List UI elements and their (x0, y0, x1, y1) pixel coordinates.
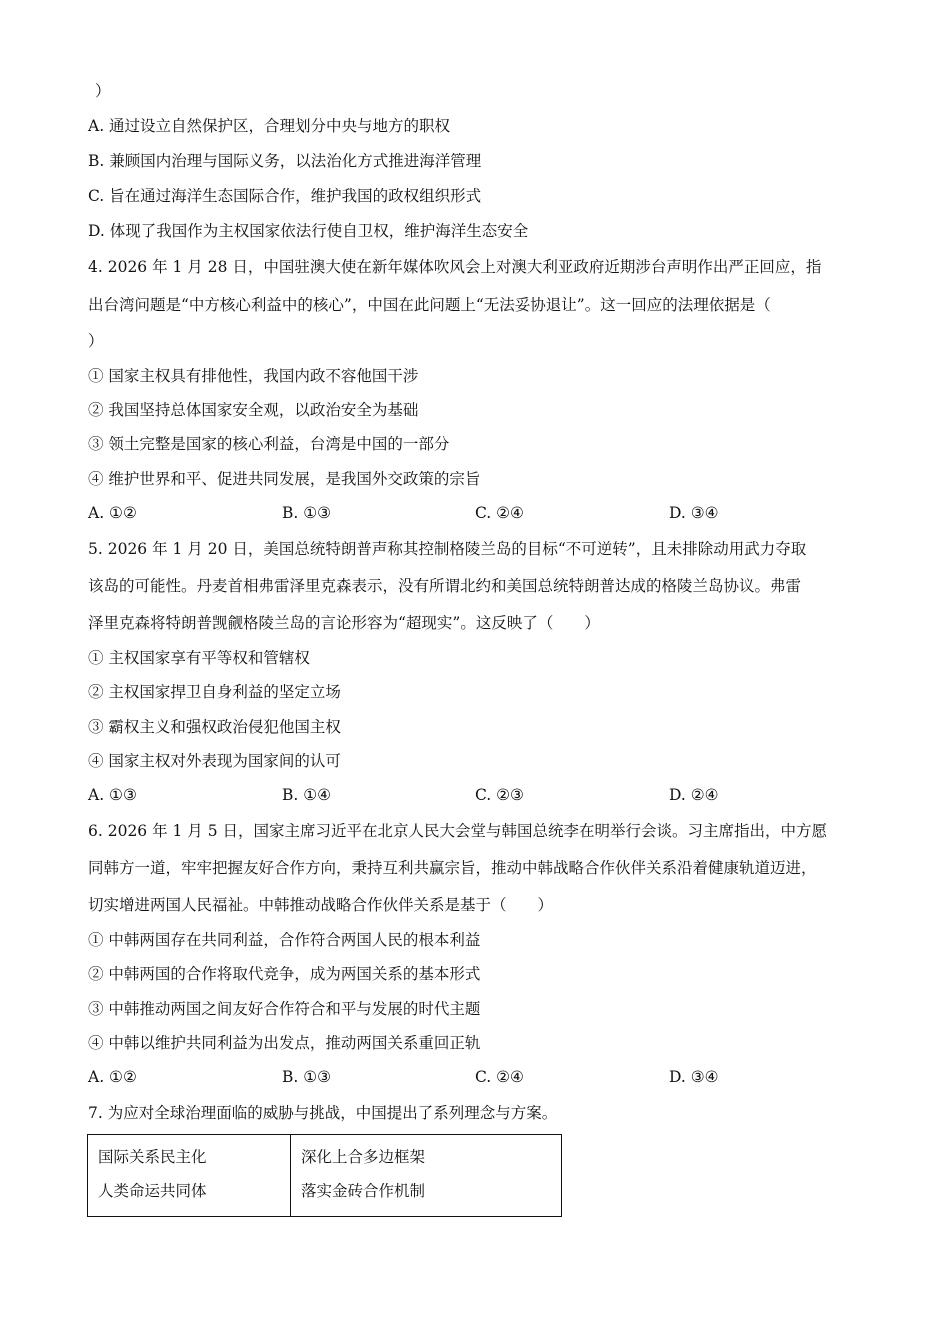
q5-choice-c: C. ②③ (475, 786, 524, 804)
q7-table-left-item: 国际关系民主化 (98, 1148, 207, 1166)
q4-statement-4: ④ 维护世界和平、促进共同发展，是我国外交政策的宗旨 (88, 470, 481, 488)
q6-stem-line: 切实增进两国人民福祉。中韩推动战略合作伙伴关系是基于（ ） (88, 896, 554, 914)
q7-table (87, 1134, 562, 1217)
q3-option-a: A. 通过设立自然保护区，合理划分中央与地方的职权 (88, 117, 451, 135)
q4-statement-1: ① 国家主权具有排他性，我国内政不容他国干涉 (88, 367, 419, 385)
q5-stem-line: 5. 2026 年 1 月 20 日，美国总统特朗普声称其控制格陵兰岛的目标“不可逆转”，且未排除动用武力夺取 (88, 540, 807, 558)
q5-choice-b: B. ①④ (282, 786, 332, 804)
q4-stem-line: 4. 2026 年 1 月 28 日，中国驻澳大使在新年媒体吹风会上对澳大利亚政府近期涉台声明作出严正回应，指 (88, 258, 822, 276)
q4-stem-line: ） (88, 332, 104, 350)
q7-table-right-item: 深化上合多边框架 (301, 1148, 426, 1166)
q6-stem-line: 同韩方一道，牢牢把握友好合作方向，秉持互利共赢宗旨，推动中韩战略合作伙伴关系沿着健康轨道迈进， (88, 859, 817, 877)
q6-choice-d: D. ③④ (669, 1068, 719, 1086)
q4-choices (88, 503, 888, 523)
q5-choice-a: A. ①③ (88, 786, 137, 804)
q5-choice-d: D. ②④ (669, 786, 719, 804)
q5-stem-line: 泽里克森将特朗普觊觎格陵兰岛的言论形容为“超现实”。这反映了（ ） (88, 614, 600, 632)
q6-statement-4: ④ 中韩以维护共同利益为出发点，推动两国关系重回正轨 (88, 1034, 481, 1052)
q5-choices (88, 785, 888, 805)
q6-choices (88, 1067, 888, 1087)
q5-statement-3: ③ 霸权主义和强权政治侵犯他国主权 (88, 718, 341, 736)
q4-choice-a: A. ①② (88, 504, 137, 522)
q6-choice-c: C. ②④ (475, 1068, 524, 1086)
q4-choice-b: B. ①③ (282, 504, 332, 522)
q7-table-left-item: 人类命运共同体 (98, 1182, 207, 1200)
q6-choice-b: B. ①③ (282, 1068, 332, 1086)
q5-statement-4: ④ 国家主权对外表现为国家间的认可 (88, 752, 341, 770)
q3-option-b: B. 兼顾国内治理与国际义务，以法治化方式推进海洋管理 (88, 152, 482, 170)
q3-option-d: D. 体现了我国作为主权国家依法行使自卫权，维护海洋生态安全 (88, 222, 529, 240)
q7-stem: 7. 为应对全球治理面临的威胁与挑战，中国提出了系列理念与方案。 (88, 1104, 558, 1122)
q4-statement-2: ② 我国坚持总体国家安全观，以政治安全为基础 (88, 401, 419, 419)
q7-table-right-cell (291, 1135, 561, 1216)
q4-stem-line: 出台湾问题是“中方核心利益中的核心”，中国在此问题上“无法妥协退让”。这一回应的法理依据是（ (88, 296, 771, 314)
q6-stem-line: 6. 2026 年 1 月 5 日，国家主席习近平在北京人民大会堂与韩国总统李在明举行会谈。习主席指出，中方愿 (88, 822, 828, 840)
q4-statement-3: ③ 领土完整是国家的核心利益，台湾是中国的一部分 (88, 435, 450, 453)
q7-table-left-cell (88, 1135, 291, 1216)
q4-choice-d: D. ③④ (669, 504, 719, 522)
q5-stem-line: 该岛的可能性。丹麦首相弗雷泽里克森表示，没有所谓北约和美国总统特朗普达成的格陵兰岛协议。弗雷 (88, 577, 802, 595)
q4-choice-c: C. ②④ (475, 504, 524, 522)
q5-statement-2: ② 主权国家捍卫自身利益的坚定立场 (88, 683, 341, 701)
q6-statement-1: ① 中韩两国存在共同利益，合作符合两国人民的根本利益 (88, 931, 481, 949)
q6-statement-2: ② 中韩两国的合作将取代竞争，成为两国关系的基本形式 (88, 965, 481, 983)
q5-statement-1: ① 主权国家享有平等权和管辖权 (88, 649, 310, 667)
q6-choice-a: A. ①② (88, 1068, 137, 1086)
q7-table-right-item: 落实金砖合作机制 (301, 1182, 426, 1200)
q3-paren-close: ） (95, 82, 111, 100)
q6-statement-3: ③ 中韩推动两国之间友好合作符合和平与发展的时代主题 (88, 1000, 481, 1018)
q3-option-c: C. 旨在通过海洋生态国际合作，维护我国的政权组织形式 (88, 187, 482, 205)
